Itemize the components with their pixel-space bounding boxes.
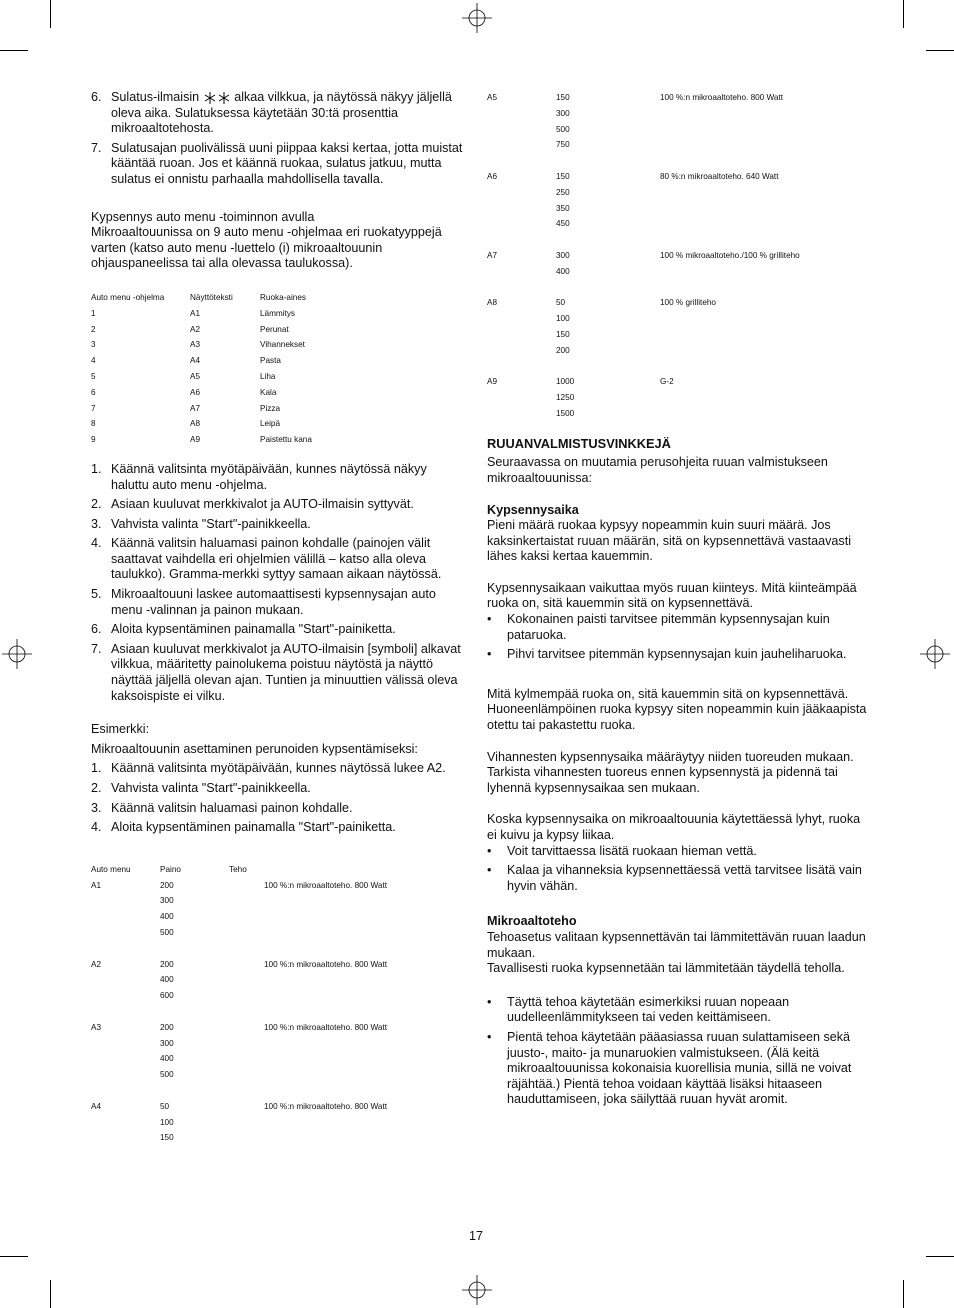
weight-value: 1000 — [556, 377, 575, 387]
weight-value: 250 — [556, 187, 570, 197]
menu-code: A9 — [487, 377, 498, 387]
paragraph: Tavallisesti ruoka kypsennetään tai lämmitetään täydellä teholla. — [487, 961, 845, 976]
table-row: 1 A1 Lämmitys — [91, 308, 296, 318]
table-row — [91, 1036, 463, 1052]
table-row — [487, 137, 867, 153]
list-item: 3. Vahvista valinta "Start"-painikkeella. — [91, 516, 311, 531]
power-setting: 80 %:n mikroaaltoteho. 640 Watt — [660, 171, 779, 181]
list-item: 1. Käännä valitsinta myötäpäivään, kunnes näytössä näkyy haluttu auto menu -ohjelma. — [91, 461, 427, 492]
table-body — [91, 878, 463, 1147]
weight-value: 150 — [556, 329, 570, 339]
list-item: • Pihvi tarvitsee pitemmän kypsennysajan kuin jauheliharuoka. — [487, 647, 847, 662]
table-row — [91, 878, 463, 894]
list-item: 2. Asiaan kuuluvat merkkivalot ja AUTO-ilmaisin syttyvät. — [91, 497, 414, 512]
table-row — [487, 390, 867, 406]
list-item: • Kokonainen paisti tarvitsee pitemmän kypsennysajan kuin pataruoka. — [487, 612, 830, 642]
spacer — [487, 153, 867, 169]
menu-code: A5 — [487, 93, 498, 102]
menu-code: A3 — [91, 1022, 102, 1032]
weight-value: 150 — [160, 1133, 174, 1143]
bullet-list — [487, 612, 867, 663]
list-item: 1. Käännä valitsinta myötäpäivään, kunnes näytössä lukee A2. — [91, 761, 446, 776]
spacer — [487, 232, 867, 248]
table-row — [487, 169, 867, 185]
weight-value: 200 — [160, 1022, 174, 1032]
table-row — [487, 374, 867, 390]
table-row — [91, 1067, 463, 1083]
weight-value: 600 — [160, 991, 174, 1001]
table-row — [91, 972, 463, 988]
table-row — [487, 311, 867, 327]
table-row — [91, 988, 463, 1004]
list-item: 2. Vahvista valinta "Start"-painikkeella. — [91, 781, 311, 795]
weight-value: 750 — [556, 140, 570, 150]
snowflake-icon — [203, 92, 231, 104]
list-item: • Pientä tehoa käytetään pääasiassa ruuan sulattamiseen sekä juusto-, maito- ja munaruokien valmistukseen. (Älä keitä mikroaaltouunissa kokonaisia kuorellisia munia, sillä ne voivat räjähtää.) Pientä tehoa voidaan käyttää lisäksi hitaaseen hauduttamiseen, joka säilyttää ruuan hyvät aromit. — [487, 1029, 852, 1107]
spacer — [487, 359, 867, 375]
table-row — [91, 957, 463, 973]
left-column — [91, 90, 463, 1146]
registration-mark-icon — [462, 1275, 492, 1305]
table-row — [487, 216, 867, 232]
list-item: 3. Käännä valitsin haluamasi painon kohdalle. — [91, 800, 353, 815]
power-setting: 100 %:n mikroaaltoteho. 800 Watt — [264, 959, 388, 969]
menu-code: A8 — [487, 298, 498, 308]
weight-value: 100 — [160, 1117, 174, 1127]
weight-value: 50 — [556, 298, 566, 308]
subheading-cooking-time: Kypsennysaika — [487, 502, 579, 517]
table-header-row: Auto menu -ohjelma Näyttöteksti Ruoka-aines — [91, 292, 306, 302]
crop-mark — [903, 0, 904, 28]
right-column — [487, 90, 867, 1112]
table-row: 2 A2 Perunat — [91, 324, 289, 334]
menu-code: A1 — [91, 880, 102, 890]
list-item: 4. Käännä valitsin haluamasi painon kohdalle (painojen välit saattavat vaihdella eri ohjelmien välillä – katso alla oleva taulukko). Gramma-merkki syttyy samaan aikaan näytössä. — [91, 536, 442, 582]
subheading-microwave-power: Mikroaaltoteho — [487, 914, 577, 929]
power-setting: 100 %:n mikroaaltoteho. 800 Watt — [264, 880, 388, 890]
table-row — [487, 343, 867, 359]
bullet-list — [487, 995, 867, 1108]
weight-power-table-left — [91, 862, 463, 1146]
list-item: 6. Aloita kypsentäminen painamalla "Start"-painiketta. — [91, 622, 396, 637]
paragraph: Pieni määrä ruokaa kypsyy nopeammin kuin suuri määrä. Jos kaksinkertaistat ruuan määrän, sitä on kypsennettävä vastaavasti lähes kaksi kertaa kauemmin. — [487, 518, 852, 564]
example-label: Esimerkki: — [91, 722, 150, 737]
page-number: 17 — [469, 1229, 484, 1243]
table-row — [91, 1115, 463, 1131]
menu-code: A2 — [91, 959, 102, 969]
bullet-list — [487, 844, 867, 895]
weight-value: 200 — [556, 345, 570, 355]
table-row — [487, 295, 867, 311]
weight-power-table-right — [487, 90, 867, 422]
auto-menu-heading: Kypsennys auto menu -toiminnon avulla — [91, 209, 315, 224]
table-row — [487, 264, 867, 280]
power-setting: 100 %:n mikroaaltoteho. 800 Watt — [264, 1022, 388, 1032]
power-setting: 100 %:n mikroaaltoteho. 800 Watt — [660, 93, 784, 102]
weight-value: 400 — [160, 1054, 174, 1064]
tips-intro: Seuraavassa on muutamia perusohjeita ruuan valmistukseen mikroaaltouunissa: — [487, 455, 828, 485]
crop-mark — [50, 1280, 51, 1308]
menu-code: A4 — [91, 1101, 102, 1111]
weight-value: 150 — [556, 171, 570, 181]
table-row — [91, 909, 463, 925]
spacer — [91, 1004, 463, 1020]
list-item: 4. Aloita kypsentäminen painamalla "Start"-painiketta. — [91, 820, 396, 835]
registration-mark-icon — [462, 3, 492, 33]
table-row: 8 A8 Leipä — [91, 419, 281, 429]
menu-code: A6 — [487, 171, 498, 181]
weight-value: 350 — [556, 203, 570, 213]
paragraph: Vihannesten kypsennysaika määräytyy niiden tuoreuden mukaan. Tarkista vihannesten tuoreus ennen kypsennystä ja pidennä tai lyhennä kypsennysaikaa sen mukaan. — [487, 749, 854, 795]
weight-value: 400 — [160, 912, 174, 922]
table-row — [91, 1099, 463, 1115]
table-row — [91, 893, 463, 909]
spacer — [487, 280, 867, 296]
table-header-row: Auto menu Paino Teho — [91, 864, 247, 874]
table-row — [487, 122, 867, 138]
weight-value: 300 — [556, 250, 570, 260]
table-row — [487, 248, 867, 264]
table-row — [487, 90, 867, 106]
list-item: 7. Asiaan kuuluvat merkkivalot ja AUTO-ilmaisin [symboli] alkavat vilkkua, määritetty painolukema poistuu näytöstä ja näyttö näyttää jäljellä olevan ajan. Tuntien ja minuuttien välissä oleva kaksoispiste ei vilku. — [91, 641, 461, 703]
table-row — [487, 327, 867, 343]
list-item: 5. Mikroaaltouuni laskee automaattisesti kypsennysajan auto menu -valinnan ja painon mukaan. — [91, 587, 436, 617]
table-row — [487, 406, 867, 422]
crop-mark — [0, 1256, 28, 1257]
crop-mark — [50, 0, 51, 28]
paragraph: Tehoasetus valitaan kypsennettävän tai lämmitettävän ruuan laadun mukaan. — [487, 929, 866, 960]
auto-menu-intro: Mikroaaltouunissa on 9 auto menu -ohjelmaa eri ruokatyyppejä varten (katso auto menu -luettelo (i) mikroaaltouunin ohjauspaneelissa tai alla olevassa taulukossa). — [91, 225, 442, 271]
power-setting: 100 % mikroaaltoteho./100 % grilliteho — [660, 250, 800, 260]
weight-value: 1500 — [556, 408, 575, 418]
crop-mark — [926, 1256, 954, 1257]
registration-mark-icon — [920, 639, 950, 669]
example-steps-list — [91, 761, 463, 835]
weight-value: 300 — [160, 1038, 174, 1048]
table-row — [487, 185, 867, 201]
spacer — [91, 941, 463, 957]
table-body — [487, 90, 867, 422]
weight-value: 1250 — [556, 393, 575, 403]
paragraph: Kypsennysaikaan vaikuttaa myös ruuan kiinteys. Mitä kiinteämpää ruoka on, sitä kauemmin sitä on kypsennettävä. — [487, 580, 857, 611]
list-item: • Kalaa ja vihanneksia kypsennettäessä vettä tarvitsee lisätä vain hyvin vähän. — [487, 863, 862, 893]
paragraph: Mitä kylmempää ruoka on, sitä kauemmin sitä on kypsennettävä. Huoneenlämpöinen ruoka kypsyy siten nopeammin kuin jääkaapista otettu tai pakastettu ruoka. — [487, 686, 867, 733]
table-row: 4 A4 Pasta — [91, 356, 281, 366]
power-setting: G-2 — [660, 377, 674, 387]
table-row: 9 A9 Paistettu kana — [91, 435, 312, 445]
weight-value: 500 — [160, 1070, 174, 1080]
registration-mark-icon — [2, 639, 32, 669]
list-item: • Täyttä tehoa käytetään esimerkiksi ruuan nopeaan uudelleenlämmitykseen tai veden keittämiseen. — [487, 994, 790, 1025]
table-row: 5 A5 Liha — [91, 371, 276, 381]
weight-value: 200 — [160, 880, 174, 890]
weight-value: 150 — [556, 93, 570, 102]
crop-mark — [926, 50, 954, 51]
weight-value: 500 — [556, 124, 570, 134]
weight-value: 400 — [556, 266, 570, 276]
table-row: 6 A6 Kala — [91, 387, 277, 397]
weight-value: 200 — [160, 959, 174, 969]
crop-mark — [0, 50, 28, 51]
auto-menu-table — [91, 290, 463, 448]
weight-value: 300 — [160, 896, 174, 906]
weight-value: 500 — [160, 927, 174, 937]
list-item: 6. Sulatus-ilmaisin alkaa vilkkua, ja näytössä näkyy jäljellä oleva aika. Sulatuksessa käytetään 30:tä prosenttia mikroaaltotehosta. — [91, 90, 452, 136]
weight-value: 300 — [556, 108, 570, 118]
table-row — [91, 1130, 463, 1146]
auto-menu-steps-list — [91, 462, 463, 704]
power-setting: 100 % grilliteho — [660, 298, 716, 308]
section-heading: RUUANVALMISTUSVINKKEJÄ — [487, 435, 671, 451]
weight-value: 450 — [556, 219, 570, 229]
table-row — [91, 1051, 463, 1067]
table-row — [487, 106, 867, 122]
table-row: 7 A7 Pizza — [91, 403, 281, 413]
weight-value: 50 — [160, 1101, 170, 1111]
example-intro: Mikroaaltouunin asettaminen perunoiden kypsentämiseksi: — [91, 741, 418, 756]
power-setting: 100 %:n mikroaaltoteho. 800 Watt — [264, 1101, 388, 1111]
table-row — [487, 201, 867, 217]
table-row — [91, 925, 463, 941]
weight-value: 400 — [160, 975, 174, 985]
defrost-steps-list — [91, 90, 463, 188]
spacer — [91, 1083, 463, 1099]
menu-code: A7 — [487, 250, 498, 260]
weight-value: 100 — [556, 314, 570, 324]
crop-mark — [903, 1280, 904, 1308]
list-item: • Voit tarvittaessa lisätä ruokaan hieman vettä. — [487, 843, 757, 858]
list-item: 7. Sulatusajan puolivälissä uuni piippaa kaksi kertaa, jotta muistat kääntää ruoan. Jos et käännä ruokaa, sulatus jatkuu, mutta sulatus ei onnistu parhaalla mahdollisella tavalla. — [91, 140, 463, 186]
table-row: 3 A3 Vihannekset — [91, 340, 305, 350]
paragraph: Koska kypsennysaika on mikroaaltouunia käytettäessä lyhyt, ruoka ei kuivu ja kypsy liikaa. — [487, 812, 861, 843]
table-row — [91, 1020, 463, 1036]
